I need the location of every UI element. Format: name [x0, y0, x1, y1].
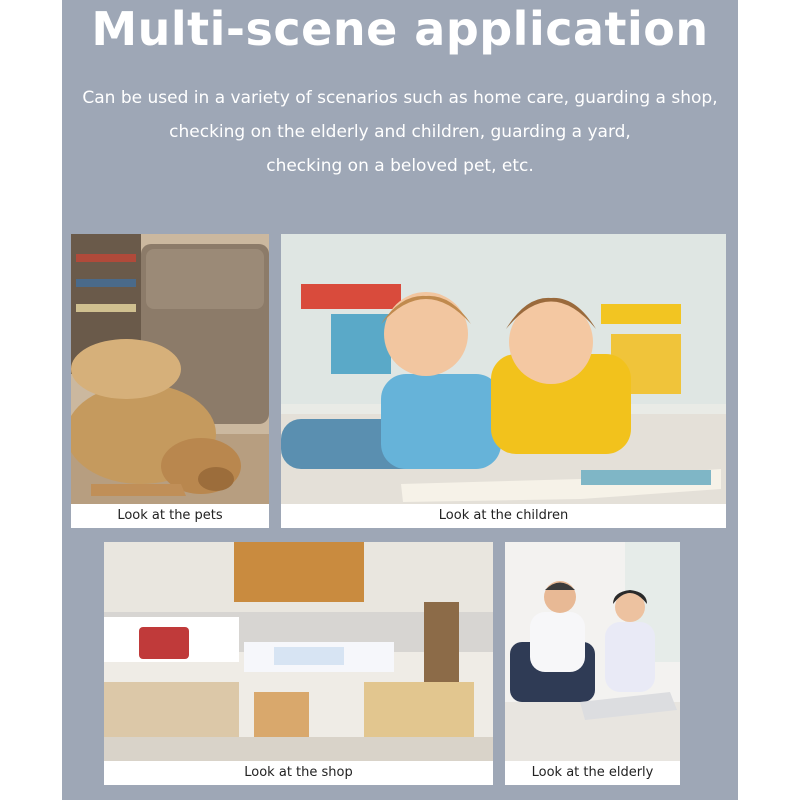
scene-card-pets [71, 234, 269, 528]
page-title: Multi-scene application [91, 2, 709, 56]
scene-card-shop [104, 542, 493, 785]
description-line-1: Can be used in a variety of scenarios such as home care, guarding a shop, [82, 88, 718, 108]
children-caption: Look at the children [281, 504, 726, 528]
pets-caption: Look at the pets [71, 504, 269, 528]
description-line-2: checking on the elderly and children, guarding a yard, [169, 122, 631, 142]
elderly-photo [505, 542, 680, 761]
pets-photo [71, 234, 269, 504]
elderly-caption: Look at the elderly [505, 761, 680, 785]
scene-card-children [281, 234, 726, 528]
description-line-3: checking on a beloved pet, etc. [266, 156, 534, 176]
scene-card-elderly [505, 542, 680, 785]
shop-caption: Look at the shop [104, 761, 493, 785]
shop-photo [104, 542, 493, 761]
children-photo [281, 234, 726, 504]
